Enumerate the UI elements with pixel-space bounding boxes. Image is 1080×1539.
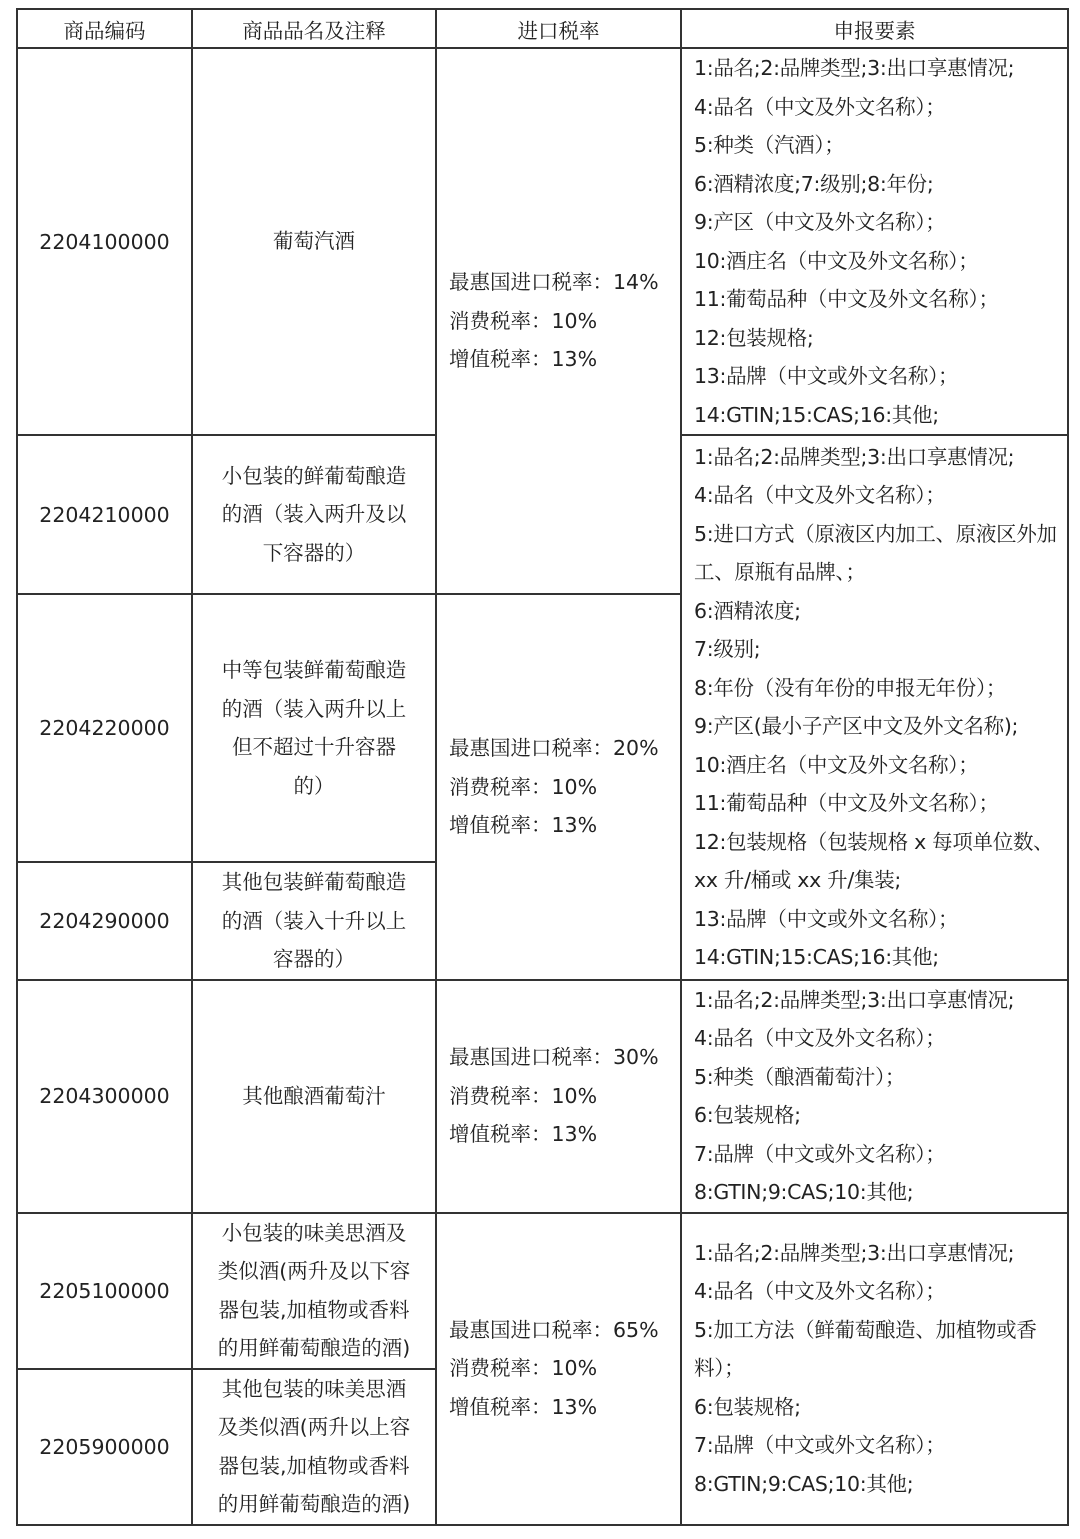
rate-cell	[436, 594, 681, 980]
header-name: 商品品名及注释	[192, 9, 436, 48]
table-row	[17, 48, 1068, 435]
element-line: 14:GTIN;15:CAS;16:其他;	[694, 945, 939, 970]
product-name-line: 的用鲜葡萄酿造的酒)	[217, 1492, 411, 1516]
header-import-rate: 进口税率	[436, 9, 681, 48]
product-name-line: 器包装,加植物或香料	[218, 1297, 410, 1322]
consumption-tax-rate: 消费税率：10%	[449, 774, 598, 799]
element-line: 10:酒庄名（中文及外文名称）；	[694, 752, 979, 777]
element-line: 5:种类（酿酒葡萄汁）；	[694, 1064, 906, 1089]
element-line: 5:种类（汽酒）；	[694, 133, 845, 157]
element-line: 12:包装规格;	[694, 325, 814, 350]
element-line: 13:品牌（中文或外文名称）；	[694, 364, 959, 388]
element-line: 6:包装规格;	[694, 1394, 801, 1419]
product-name	[192, 1213, 436, 1369]
product-name-line: 小包装的鲜葡萄酿造	[221, 463, 407, 488]
element-line: 7:品牌（中文或外文名称）；	[694, 1141, 946, 1166]
product-name	[192, 48, 436, 435]
product-name-line: 器包装,加植物或香料	[218, 1453, 410, 1478]
element-line: 1:品名;2:品牌类型;3:出口享惠情况;	[694, 444, 1015, 469]
element-line: 4:品名（中文及外文名称）；	[694, 94, 946, 119]
rate-cell	[436, 980, 681, 1213]
element-line: 14:GTIN;15:CAS;16:其他;	[694, 402, 939, 427]
vat-rate: 增值税率：13%	[449, 813, 598, 837]
vat-rate: 增值税率：13%	[449, 1122, 598, 1147]
header-code: 商品编码	[17, 9, 192, 48]
declaration-elements	[681, 48, 1068, 435]
product-name-line: 其他包装的味美思酒	[221, 1376, 407, 1401]
header-declaration-elements: 申报要素	[681, 9, 1068, 48]
product-name-line: 的酒（装入两升及以	[221, 502, 407, 527]
product-name	[192, 435, 436, 594]
element-line: 11:葡萄品种（中文及外文名称）；	[694, 287, 999, 311]
vat-rate: 增值税率：13%	[449, 347, 598, 372]
mfn-import-rate: 最惠国进口税率：14%	[449, 270, 659, 295]
element-line: 1:品名;2:品牌类型;3:出口享惠情况;	[694, 1240, 1015, 1265]
product-name	[192, 1369, 436, 1525]
rate-cell	[436, 48, 681, 594]
header-row	[17, 9, 1068, 48]
product-name-line: 其他酿酒葡萄汁	[242, 1083, 386, 1108]
mfn-import-rate: 最惠国进口税率：30%	[449, 1045, 659, 1070]
product-name-line: 容器的）	[273, 947, 355, 971]
declaration-elements	[681, 1213, 1068, 1525]
element-line: 6:酒精浓度;	[694, 598, 801, 623]
tariff-table	[16, 8, 1069, 1526]
product-name-line: 下容器的）	[262, 540, 366, 565]
declaration-elements	[681, 435, 1068, 980]
element-line: 1:品名;2:品牌类型;3:出口享惠情况;	[694, 987, 1015, 1012]
table-row	[17, 1213, 1068, 1369]
product-name-line: 其他包装鲜葡萄酿造	[221, 870, 407, 894]
table-row	[17, 980, 1068, 1213]
product-name-line: 但不超过十升容器	[232, 735, 396, 759]
element-line: 7:级别;	[694, 637, 761, 662]
product-name	[192, 862, 436, 980]
element-line: 7:品牌（中文或外文名称）；	[694, 1433, 946, 1458]
product-name-line: 中等包装鲜葡萄酿造	[221, 658, 407, 682]
element-line: 8:GTIN;9:CAS;10:其他;	[694, 1180, 914, 1204]
product-code: 2204300000	[17, 980, 192, 1213]
element-line: 9:产区(最小子产区中文及外文名称);	[694, 714, 1019, 739]
product-code: 2205900000	[17, 1369, 192, 1525]
element-line: 4:品名（中文及外文名称）；	[694, 1026, 946, 1050]
element-line: 13:品牌（中文或外文名称）；	[694, 906, 959, 931]
declaration-elements	[681, 980, 1068, 1213]
element-line: 12:包装规格（包装规格 x 每项单位数、xx 升/桶或 xx 升/集装;	[694, 829, 1054, 893]
element-line: 4:品名（中文及外文名称）；	[694, 1279, 946, 1304]
element-line: 6:包装规格;	[694, 1103, 801, 1127]
element-line: 4:品名（中文及外文名称）；	[694, 483, 946, 508]
product-name-line: 小包装的味美思酒及	[221, 1220, 407, 1245]
mfn-import-rate: 最惠国进口税率：65%	[449, 1317, 659, 1342]
product-code: 2204220000	[17, 594, 192, 862]
element-line: 8:GTIN;9:CAS;10:其他;	[694, 1471, 914, 1496]
product-name-line: 及类似酒(两升以上容	[217, 1415, 411, 1439]
product-code: 2205100000	[17, 1213, 192, 1369]
consumption-tax-rate: 消费税率：10%	[449, 1083, 598, 1108]
element-line: 5:进口方式（原液区内加工、原液区外加工、原瓶有品牌、；	[694, 521, 1057, 585]
consumption-tax-rate: 消费税率：10%	[449, 1356, 598, 1381]
element-line: 10:酒庄名（中文及外文名称）；	[694, 248, 979, 273]
product-name-line: 的用鲜葡萄酿造的酒)	[217, 1336, 411, 1360]
product-name-line: 葡萄汽酒	[273, 229, 355, 254]
element-line: 11:葡萄品种（中文及外文名称）；	[694, 791, 999, 816]
mfn-import-rate: 最惠国进口税率：20%	[449, 736, 659, 760]
product-name-line: 的）	[293, 773, 335, 798]
product-name	[192, 980, 436, 1213]
product-code: 2204290000	[17, 862, 192, 980]
product-name-line: 的酒（装入十升以上	[221, 908, 407, 933]
product-code: 2204210000	[17, 435, 192, 594]
product-name-line: 类似酒(两升及以下容	[217, 1259, 411, 1283]
element-line: 1:品名;2:品牌类型;3:出口享惠情况;	[694, 56, 1015, 80]
rate-cell	[436, 1213, 681, 1525]
element-line: 8:年份（没有年份的申报无年份）；	[694, 675, 1007, 700]
element-line: 6:酒精浓度;7:级别;8:年份;	[694, 171, 934, 196]
element-line: 9:产区（中文及外文名称）；	[694, 210, 946, 234]
product-name	[192, 594, 436, 862]
vat-rate: 增值税率：13%	[449, 1394, 598, 1419]
consumption-tax-rate: 消费税率：10%	[449, 308, 598, 333]
product-name-line: 的酒（装入两升以上	[221, 696, 407, 721]
element-line: 5:加工方法（鲜葡萄酿造、加植物或香料）；	[694, 1317, 1037, 1381]
product-code: 2204100000	[17, 48, 192, 435]
